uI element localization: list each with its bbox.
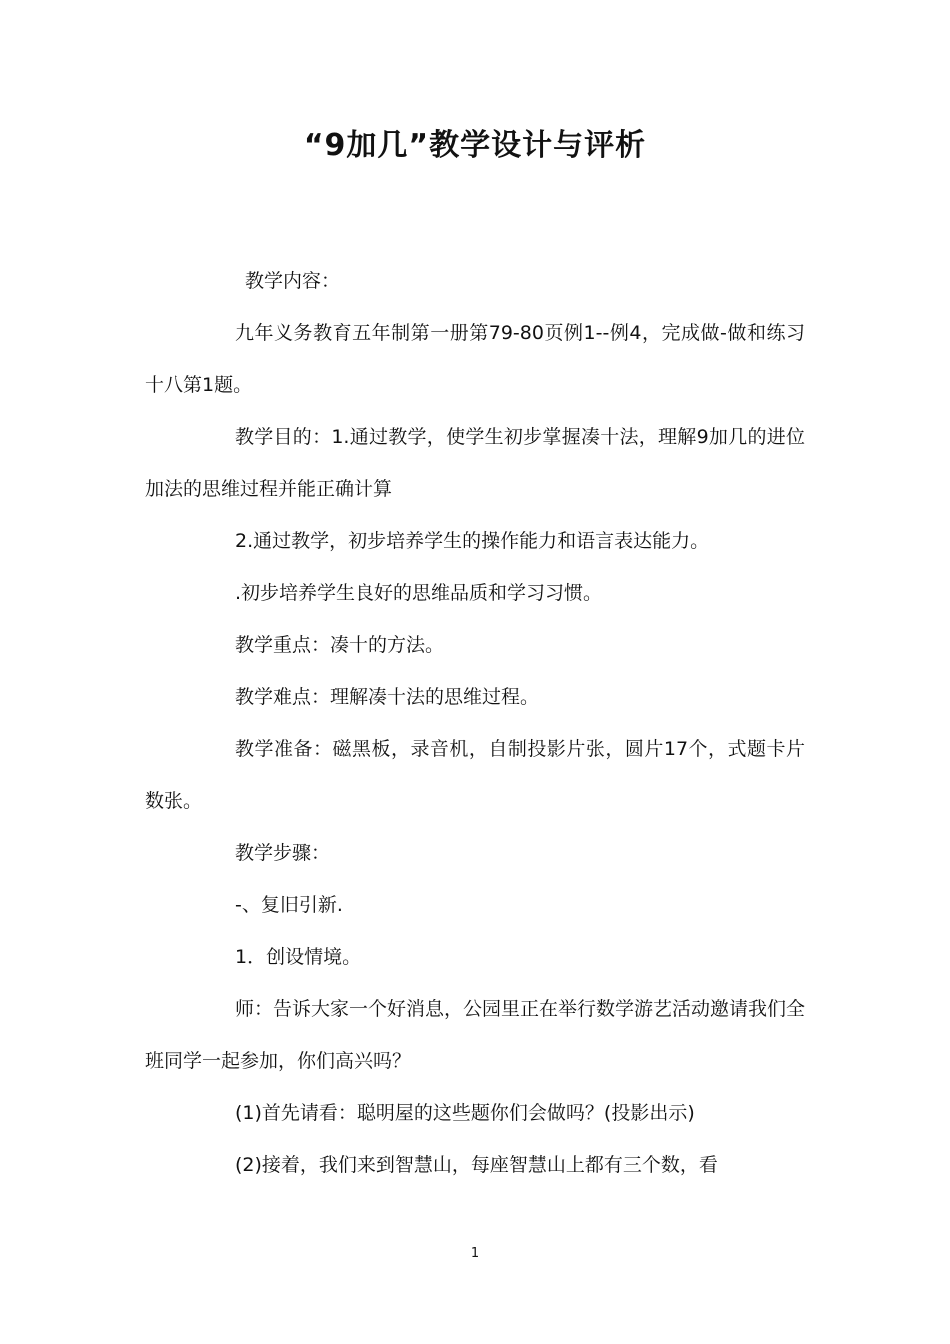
paragraph-difficulty: 教学难点：理解凑十法的思维过程。 xyxy=(235,686,540,708)
paragraph-teaching-goal-3: .初步培养学生良好的思维品质和学习习惯。 xyxy=(235,582,603,604)
paragraph-teaching-content: 教学内容： xyxy=(245,270,341,292)
page-number: 1 xyxy=(470,1246,480,1261)
paragraph-teacher-speech: 师：告诉大家一个好消息，公园里正在举行数学游艺活动邀请我们全班同学一起参加，你们高兴吗？ xyxy=(145,998,806,1072)
paragraph-steps-heading: 教学步骤： xyxy=(235,842,331,864)
paragraph-key-point: 教学重点：凑十的方法。 xyxy=(235,634,445,656)
paragraph-teaching-goal-2: 2.通过教学，初步培养学生的操作能力和语言表达能力。 xyxy=(235,530,710,552)
paragraph-preparation: 教学准备：磁黑板，录音机，自制投影片张，圆片17个，式题卡片数张。 xyxy=(145,738,805,812)
paragraph-textbook-scope: 九年义务教育五年制第一册第79-80页例1--例4，完成做-做和练习十八第1题。 xyxy=(145,322,805,396)
paragraph-step-1: (1)首先请看：聪明屋的这些题你们会做吗？(投影出示) xyxy=(235,1102,695,1124)
paragraph-create-scenario: 1．创设情境。 xyxy=(235,946,362,968)
document-body xyxy=(145,255,805,1191)
paragraph-teaching-goal-1: 教学目的：1.通过教学，使学生初步掌握凑十法，理解9加几的进位加法的思维过程并能正确计算 xyxy=(145,426,805,500)
paragraph-step-2: (2)接着，我们来到智慧山，每座智慧山上都有三个数，看 xyxy=(235,1154,718,1176)
document-title: “9加几”教学设计与评析 xyxy=(303,128,647,163)
paragraph-review: -、复旧引新. xyxy=(235,894,343,916)
